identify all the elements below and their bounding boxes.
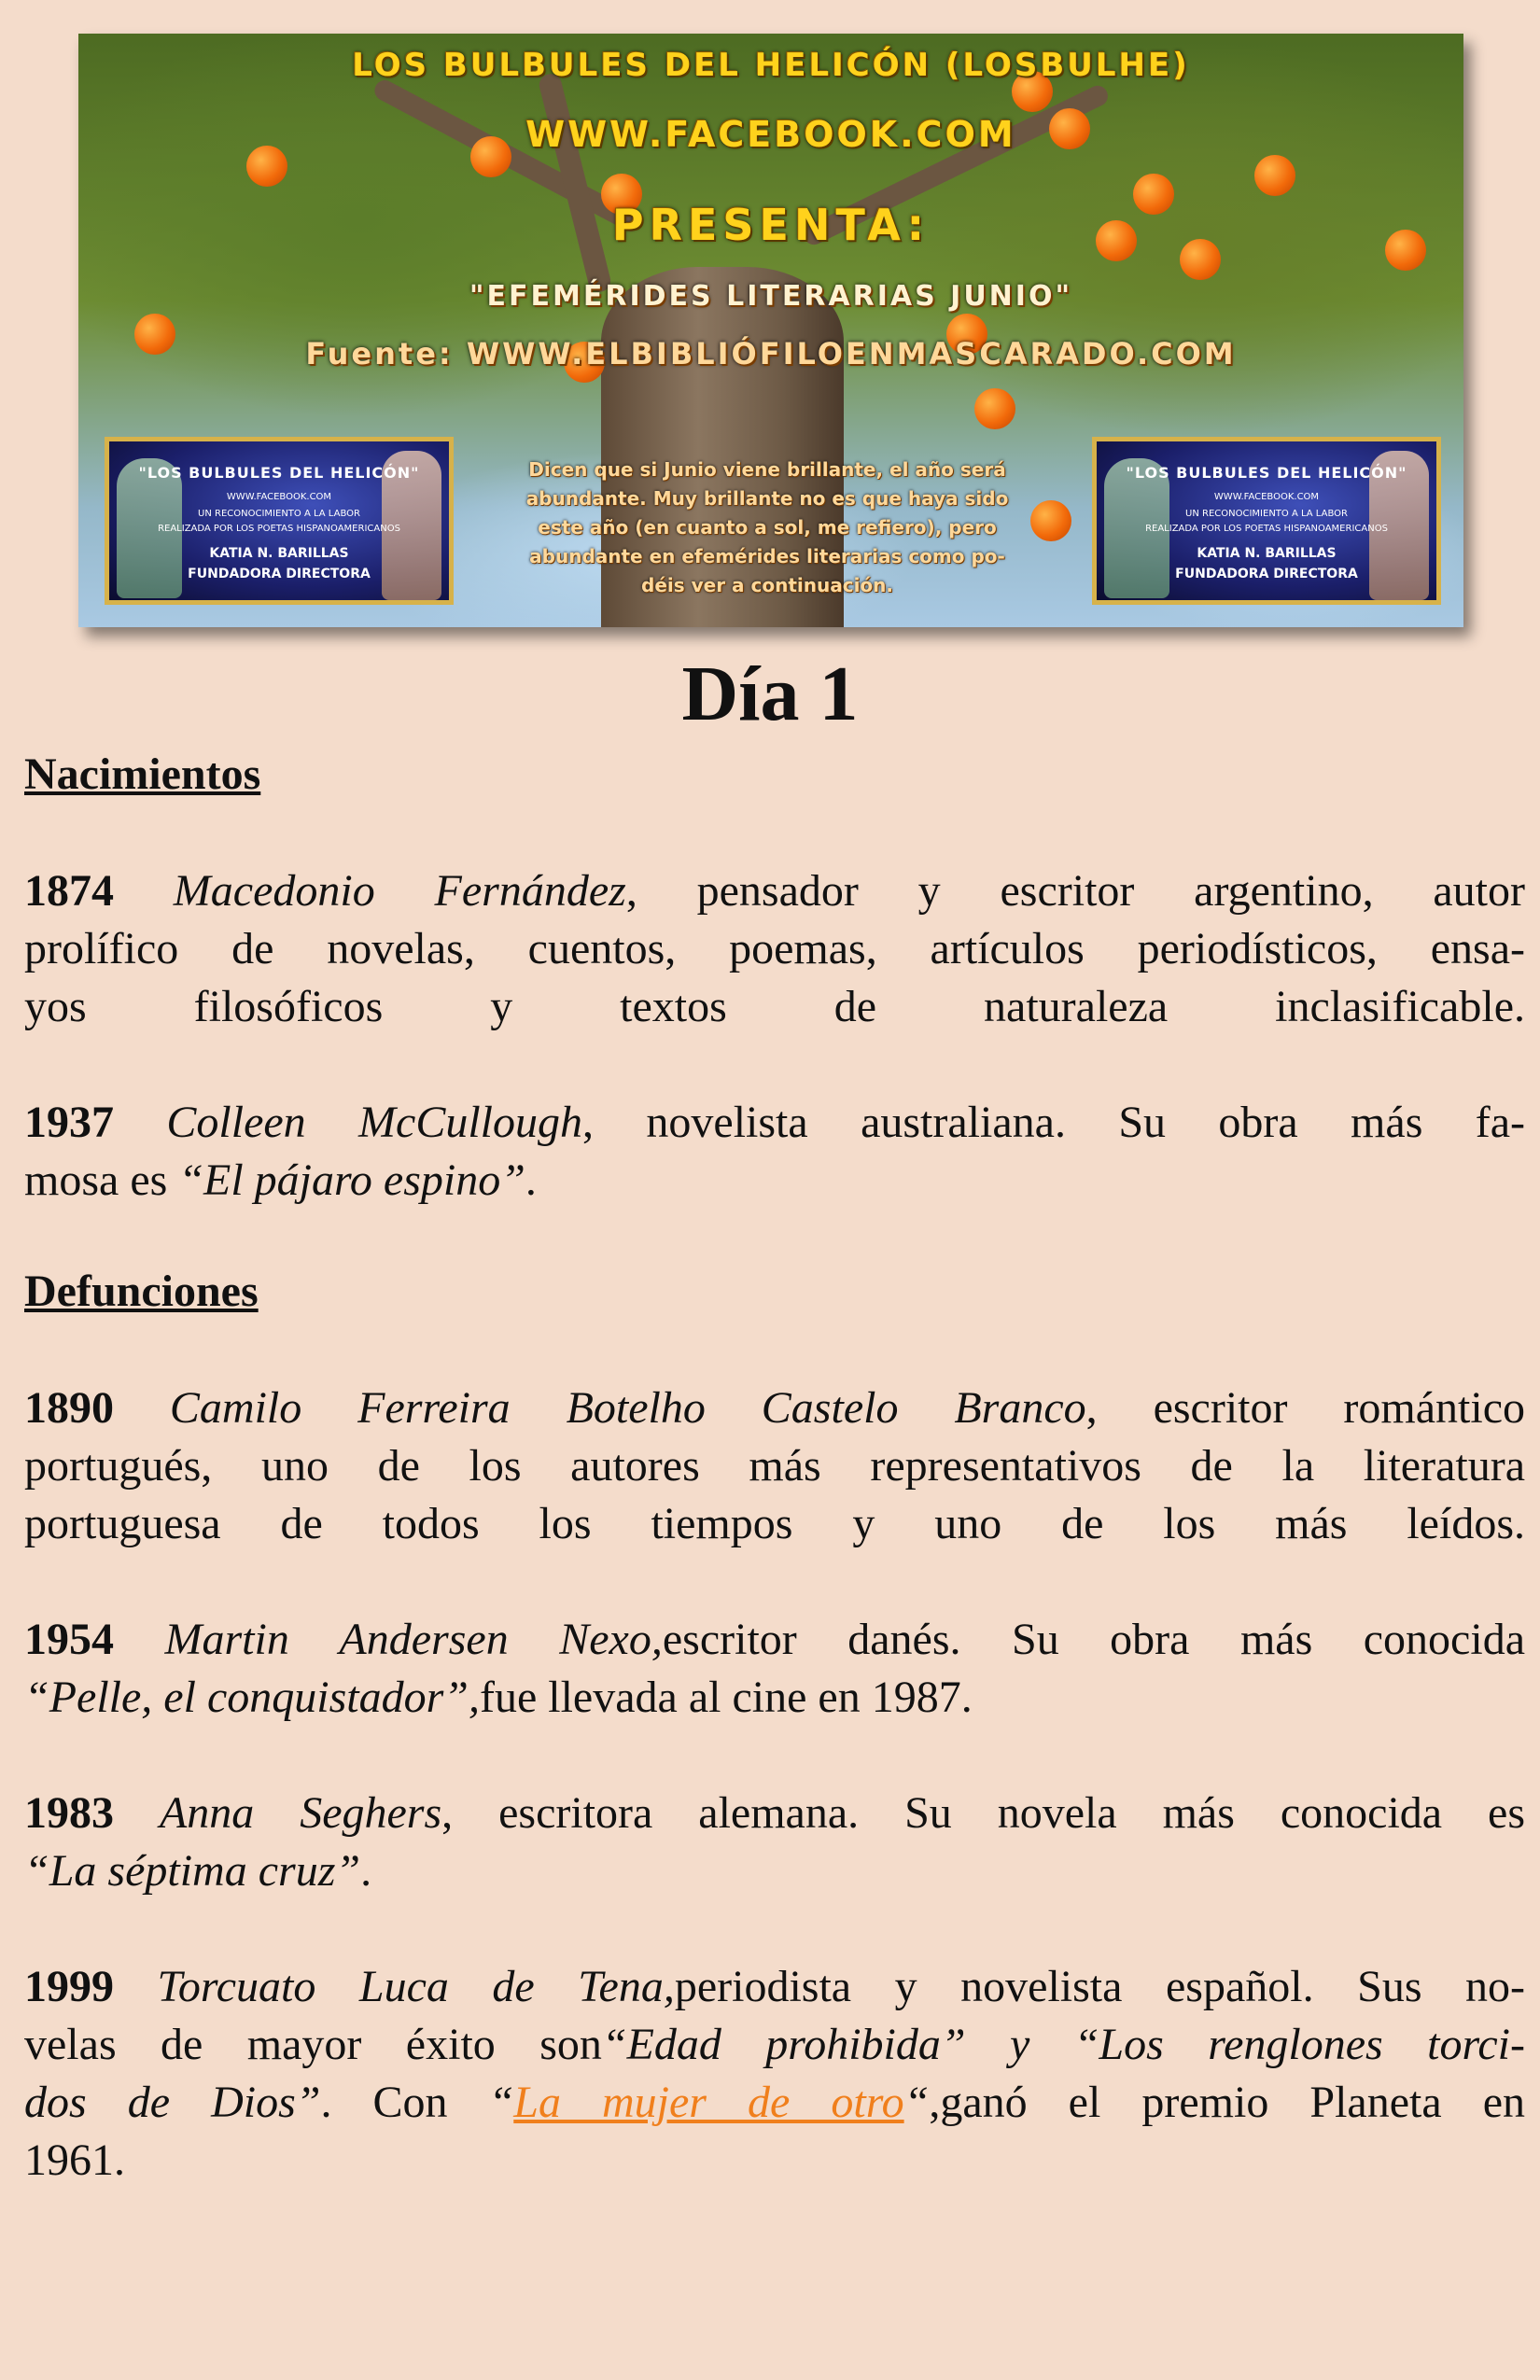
entry-death-1954 xyxy=(24,1611,1525,1727)
section-heading-deaths: Defunciones xyxy=(24,1267,259,1316)
entry-work-title: “Edad prohibida” y “Los renglones torci- xyxy=(601,2020,1525,2069)
entry-author: Torcuato Luca de Tena, xyxy=(157,1962,675,2011)
entry-death-1983 xyxy=(24,1785,1525,1900)
entry-text: , escritora alemana. Su novela más conocida es xyxy=(441,1788,1526,1838)
quote-mark: “ xyxy=(488,2078,514,2127)
plate-name: KATIA N. BARILLAS xyxy=(209,546,349,561)
entry-year: 1999 xyxy=(24,1962,114,2011)
quote-line: abundante. Muy brillante no es que haya sido xyxy=(525,487,1009,510)
entry-text: , novelista australiana. Su obra más fa- xyxy=(582,1098,1526,1147)
orange-fruit xyxy=(974,388,1015,429)
entry-text: periodista y novelista español. Sus no- xyxy=(674,1962,1526,2011)
entry-line: portuguesa de todos los tiempos y uno de los más leídos. xyxy=(24,1499,1525,1548)
entry-line: prolífico de novelas, cuentos, poemas, artículos periodísticos, ensa- xyxy=(24,924,1525,973)
plate-title: "LOS BULBULES DEL HELICÓN" xyxy=(138,464,420,482)
quote-line: este año (en cuanto a sol, me refiero), pero xyxy=(538,516,997,539)
entry-line xyxy=(24,1094,1525,1152)
entry-author: Camilo Ferreira Botelho Castelo Branco xyxy=(169,1383,1086,1433)
banner-facebook-url: WWW.FACEBOOK.COM xyxy=(525,114,1016,155)
entry-line xyxy=(24,1611,1525,1669)
work-link-la-mujer-de-otro[interactable]: La mujer de otro xyxy=(513,2078,904,2127)
entry-birth-1874 xyxy=(24,862,1525,1036)
entry-text: velas de mayor éxito son xyxy=(24,2020,602,2069)
entry-line xyxy=(24,1958,1525,2016)
banner-source: Fuente: WWW.ELBIBLIÓFILOENMASCARADO.COM xyxy=(305,336,1237,371)
entry-work-title: “Pelle, el conquistador”, xyxy=(24,1673,480,1722)
entry-work-title: “El pájaro espino” xyxy=(178,1155,525,1205)
entry-line xyxy=(24,1669,1525,1727)
plate-site: WWW.FACEBOOK.COM xyxy=(226,492,332,502)
plate-name: KATIA N. BARILLAS xyxy=(1197,546,1337,561)
entry-line: 1961. xyxy=(24,2135,125,2185)
entry-year: 1954 xyxy=(24,1615,114,1664)
quote-line: déis ver a continuación. xyxy=(641,574,893,596)
section-heading-births: Nacimientos xyxy=(24,749,261,799)
banner-plate-right xyxy=(1092,437,1441,605)
entry-text: . xyxy=(525,1155,537,1205)
entry-line xyxy=(24,1785,1525,1842)
entry-text: . Con xyxy=(320,2078,489,2127)
banner-subject: "EFEMÉRIDES LITERARIAS JUNIO" xyxy=(469,280,1073,313)
entry-author: Anna Seghers xyxy=(159,1788,442,1838)
plate-tagline: UN RECONOCIMIENTO A LA LABOR xyxy=(198,509,360,519)
header-banner-image xyxy=(78,34,1463,627)
entry-death-1999 xyxy=(24,1958,1525,2190)
entry-line xyxy=(24,1842,1525,1900)
entry-line xyxy=(24,2074,1525,2132)
entry-text: mosa es xyxy=(24,1155,179,1205)
entry-line xyxy=(24,862,1525,920)
entry-year: 1874 xyxy=(24,866,114,916)
entry-work-title: dos de Dios” xyxy=(24,2078,321,2127)
plate-role: FUNDADORA DIRECTORA xyxy=(1175,567,1358,581)
entry-line xyxy=(24,1379,1525,1437)
quote-line: abundante en efemérides literarias como po- xyxy=(529,545,1005,567)
banner-presenta: PRESENTA: xyxy=(611,200,931,250)
plate-tagline: REALIZADA POR LOS POETAS HISPANOAMERICANOS xyxy=(1145,524,1388,534)
entry-year: 1937 xyxy=(24,1098,114,1147)
entry-death-1890 xyxy=(24,1379,1525,1553)
plate-tagline: REALIZADA POR LOS POETAS HISPANOAMERICANOS xyxy=(158,524,400,534)
entry-line xyxy=(24,2016,1525,2074)
entry-line: yos filosóficos y textos de naturaleza inclasificable. xyxy=(24,982,1525,1031)
entry-text: , escritor romántico xyxy=(1085,1383,1526,1433)
entry-author: Martin Andersen Nexo, xyxy=(164,1615,663,1664)
entry-line: portugués, uno de los autores más representativos de la literatura xyxy=(24,1441,1525,1491)
entry-text: ,ganó el premio Planeta en xyxy=(929,2078,1526,2127)
entry-year: 1890 xyxy=(24,1383,114,1433)
plate-site: WWW.FACEBOOK.COM xyxy=(1213,492,1320,502)
entry-text: fue llevada al cine en 1987. xyxy=(479,1673,973,1722)
banner-quote xyxy=(459,455,1075,600)
quote-line: Dicen que si Junio viene brillante, el año será xyxy=(528,458,1006,481)
day-title: Día 1 xyxy=(681,651,859,737)
plate-title: "LOS BULBULES DEL HELICÓN" xyxy=(1126,464,1407,482)
entry-birth-1937 xyxy=(24,1094,1525,1210)
entry-author: Macedonio Fernández xyxy=(173,866,626,916)
orange-fruit xyxy=(1254,155,1295,196)
plate-role: FUNDADORA DIRECTORA xyxy=(188,567,371,581)
entry-text: , pensador y escritor argentino, autor xyxy=(625,866,1526,916)
entry-text: . xyxy=(360,1846,372,1896)
entry-text: escritor danés. Su obra más conocida xyxy=(662,1615,1525,1664)
quote-mark: “ xyxy=(903,2078,930,2127)
entry-line xyxy=(24,1152,1525,1210)
entry-year: 1983 xyxy=(24,1788,114,1838)
banner-group-name: LOS BULBULES DEL HELICÓN (LOSBULHE) xyxy=(352,47,1190,84)
plate-tagline: UN RECONOCIMIENTO A LA LABOR xyxy=(1185,509,1348,519)
entry-work-title: “La séptima cruz” xyxy=(24,1846,361,1896)
entry-author: Colleen McCullough xyxy=(166,1098,583,1147)
banner-plate-left xyxy=(105,437,454,605)
